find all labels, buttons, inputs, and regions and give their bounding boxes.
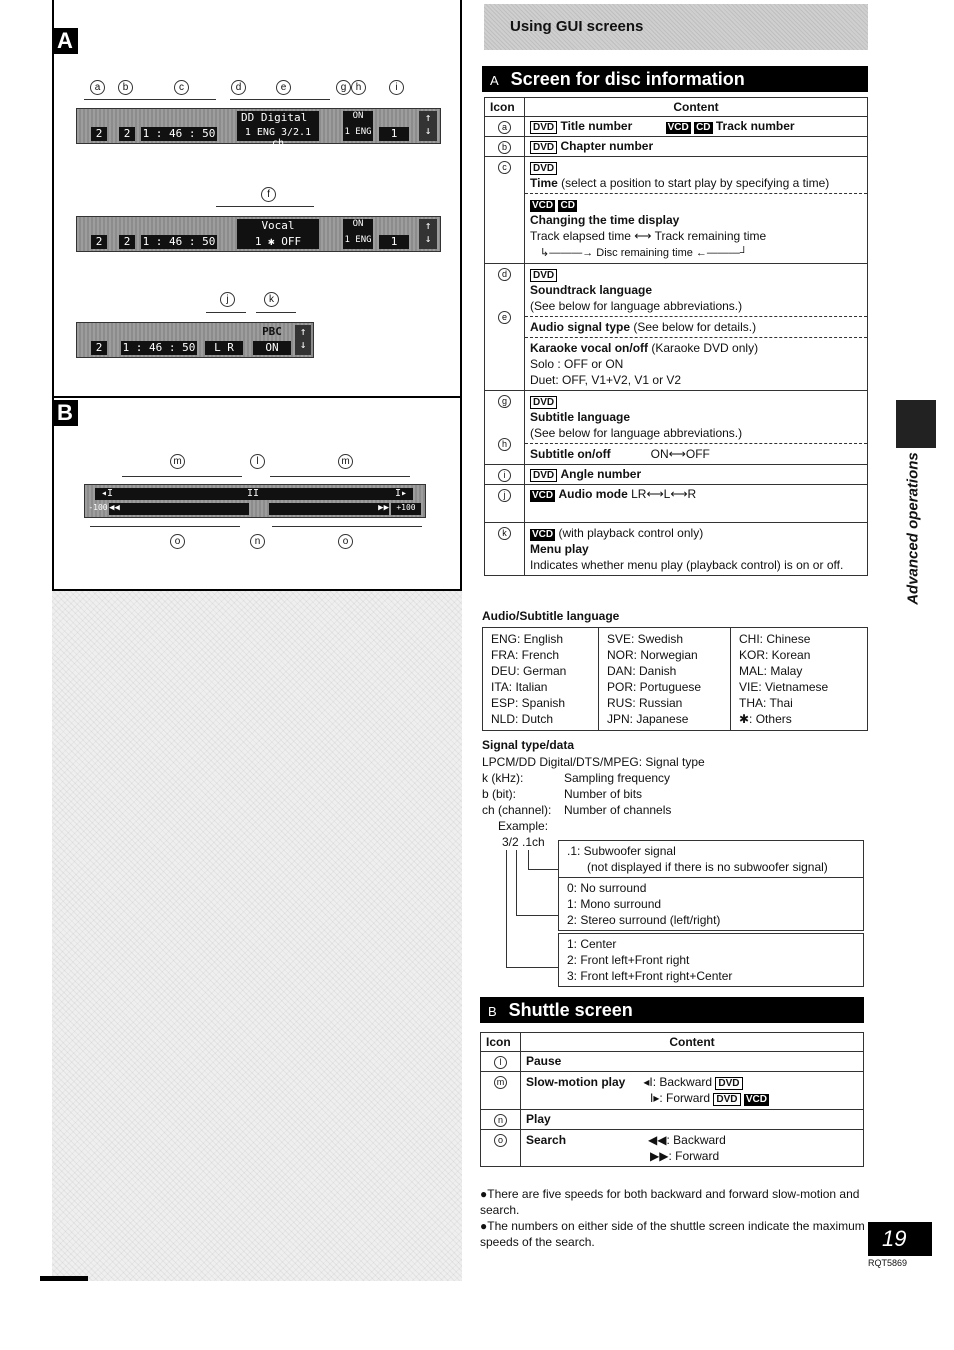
note-1: ●There are five speeds for both backward and forward slow-motion and search. — [480, 1187, 860, 1217]
disc-info-table — [484, 97, 868, 576]
search-forward-icon: ▶▶ — [269, 503, 389, 515]
left-column — [52, 0, 462, 1280]
right-speed: +100 — [391, 503, 421, 515]
time-display: 1 : 46 : 50 — [142, 127, 216, 140]
callout-d: d — [231, 80, 246, 95]
angle-number: 1 — [379, 127, 409, 141]
callout-a: a — [90, 80, 105, 95]
signal-b-value: Number of bits — [564, 787, 643, 801]
shuttle-table — [480, 1032, 864, 1167]
language-table — [482, 627, 868, 731]
callout-f: f — [261, 187, 276, 202]
table-row: c DVD Time (select a position to start play by specifying a time) VCD CD Changing the time display Track elapsed time ⟷ Track remaining time ↳———→ Disc remaining time ←———┘ — [485, 157, 868, 264]
chapter-number: 2 — [119, 127, 135, 141]
section-a-header — [482, 66, 868, 92]
icon-g: g — [498, 395, 511, 408]
shuttle-bar — [84, 484, 426, 518]
track-number: 2 — [91, 341, 107, 355]
section-b-letter: B — [488, 1004, 497, 1019]
gui-bar-dvd-1 — [76, 108, 441, 149]
subtitle-lang: 1 ENG — [343, 127, 373, 141]
panel-b-tag: B — [52, 400, 78, 426]
scroll-arrows-icon: ↑ ↓ — [419, 111, 437, 141]
table-row: k VCD (with playback control only) Menu play Indicates whether menu play (playback control) is on or off. — [485, 523, 868, 576]
callout-n: n — [250, 534, 265, 549]
panel-a-gui-screens — [52, 0, 462, 398]
time-display: 1 : 46 : 50 — [122, 341, 196, 354]
time-display: 1 : 46 : 50 — [142, 235, 216, 248]
callout-o: o — [170, 534, 185, 549]
subtitle-state: ON — [343, 111, 373, 127]
audio-detail: 1 ENG 3/2.1 ch — [237, 127, 319, 141]
section-a-letter: A — [490, 73, 499, 88]
icon-m: m — [494, 1076, 507, 1089]
callout-b: b — [118, 80, 133, 95]
page-number: 19 — [868, 1222, 932, 1256]
title-number: 2 — [91, 235, 107, 249]
page-edge-bar — [40, 1276, 88, 1281]
icon-h: h — [498, 438, 511, 451]
pbc-state: ON — [253, 341, 291, 355]
blank-texture-area — [52, 591, 462, 1281]
side-label: Advanced operations — [904, 452, 922, 605]
lang-col-2: SVE: Swedish NOR: Norwegian DAN: Danish POR: Portuguese RUS: Russian JPN: Japanese — [599, 628, 731, 731]
left-speed: -100 — [88, 503, 108, 512]
scroll-arrows-icon: ↑ ↓ — [419, 219, 437, 249]
col-icon-header: Icon — [485, 98, 525, 117]
icon-n: n — [494, 1114, 507, 1127]
document-code: RQT5869 — [868, 1258, 908, 1268]
gui-bar-dvd-2 — [76, 216, 441, 252]
subwoofer-box: .1: Subwoofer signal (not displayed if there is no subwoofer signal) — [558, 840, 864, 878]
icon-j: j — [498, 489, 511, 502]
table-row: m Slow-motion play ◂I: Backward DVD I▸: Forward DVD VCD — [481, 1072, 864, 1110]
signal-k-label: k (kHz): — [482, 771, 524, 785]
table-row: b DVD Chapter number — [485, 137, 868, 157]
callout-g: g — [336, 80, 351, 95]
surround-box: 0: No surround 1: Mono surround 2: Stereo surround (left/right) — [558, 878, 864, 931]
callout-k: k — [264, 292, 279, 307]
table-row: j VCD Audio mode LR⟷L⟷R — [485, 485, 868, 523]
callout-l: l — [250, 454, 265, 469]
signal-heading: Signal type/data — [482, 738, 575, 752]
panel-b-shuttle — [52, 398, 462, 591]
icon-k: k — [498, 527, 511, 540]
karaoke-label: Vocal — [237, 219, 319, 235]
icon-o: o — [494, 1134, 507, 1147]
callout-h: h — [351, 80, 366, 95]
icon-d: d — [498, 268, 511, 281]
callout-m: m — [170, 454, 185, 469]
language-heading: Audio/Subtitle language — [482, 609, 620, 623]
signal-example-value: 3/2 .1ch — [502, 835, 545, 849]
audio-format: DD Digital — [237, 111, 319, 127]
table-row: n Play — [481, 1110, 864, 1130]
icon-e: e — [498, 311, 511, 324]
icon-c: c — [498, 161, 511, 174]
signal-line1: LPCM/DD Digital/DTS/MPEG: Signal type — [482, 755, 705, 769]
signal-example-label: Example: — [498, 819, 549, 833]
callout-c: c — [174, 80, 189, 95]
table-row: d e DVD Soundtrack language (See below for language abbreviations.) Audio signal type (See below for details.) Karaoke vocal on/off (Karaoke DVD only) Solo : OFF or ON Duet: OFF, V1+V2, V1 or V2 — [485, 264, 868, 391]
subtitle-lang: 1 ENG — [343, 235, 373, 249]
lang-col-1: ENG: English FRA: French DEU: German ITA: Italian ESP: Spanish NLD: Dutch — [483, 628, 599, 731]
icon-a: a — [498, 121, 511, 134]
callout-o: o — [338, 534, 353, 549]
audio-mode: L R — [205, 341, 243, 355]
callout-j: j — [220, 292, 235, 307]
callout-e: e — [276, 80, 291, 95]
karaoke-detail: 1 ✱ OFF — [237, 235, 319, 249]
chapter-number: 2 — [119, 235, 135, 249]
icon-b: b — [498, 141, 511, 154]
scroll-arrows-icon: ↑ ↓ — [295, 325, 311, 355]
section-b-header — [480, 997, 864, 1023]
front-box: 1: Center 2: Front left+Front right 3: Front left+Front right+Center — [558, 933, 864, 987]
pause-icon: II — [247, 488, 260, 499]
table-row: i DVD Angle number — [485, 465, 868, 485]
angle-number: 1 — [379, 235, 409, 249]
section-a-title: Screen for disc information — [510, 69, 745, 89]
table-row: l Pause — [481, 1052, 864, 1072]
signal-ch-value: Number of channels — [564, 803, 672, 817]
gui-bar-vcd — [76, 322, 314, 358]
subtitle-state: ON — [343, 219, 373, 235]
icon-l: l — [494, 1056, 507, 1069]
table-row: g h DVD Subtitle language (See below for language abbreviations.) Subtitle on/off ON⟷OFF — [485, 391, 868, 465]
col-content-header: Content — [521, 1033, 864, 1052]
slow-forward-icon: I▸ — [394, 488, 407, 499]
note-2: ●The numbers on either side of the shuttle screen indicate the maximum speeds of the search. — [480, 1219, 865, 1249]
icon-i: i — [498, 469, 511, 482]
title-number: 2 — [91, 127, 107, 141]
signal-k-value: Sampling frequency — [564, 771, 671, 785]
table-row: o Search ◀◀: Backward ▶▶: Forward — [481, 1130, 864, 1167]
col-content-header: Content — [525, 98, 868, 117]
panel-a-tag: A — [52, 28, 78, 54]
lang-col-3: CHI: Chinese KOR: Korean MAL: Malay VIE: Vietnamese THA: Thai ✱: Others — [731, 628, 868, 731]
shuttle-slow-track: ◂I II I▸ — [95, 488, 413, 500]
section-b-title: Shuttle screen — [508, 1000, 633, 1020]
signal-ch-label: ch (channel): — [482, 803, 552, 817]
table-row: a DVD Title number VCD CD Track number — [485, 117, 868, 137]
section-banner: Using GUI screens — [484, 4, 868, 50]
callout-m: m — [338, 454, 353, 469]
callout-i: i — [389, 80, 404, 95]
pbc-label: PBC — [262, 325, 282, 338]
search-backward-icon: ◀◀ — [109, 503, 249, 515]
col-icon-header: Icon — [481, 1033, 521, 1052]
signal-b-label: b (bit): — [482, 787, 517, 801]
